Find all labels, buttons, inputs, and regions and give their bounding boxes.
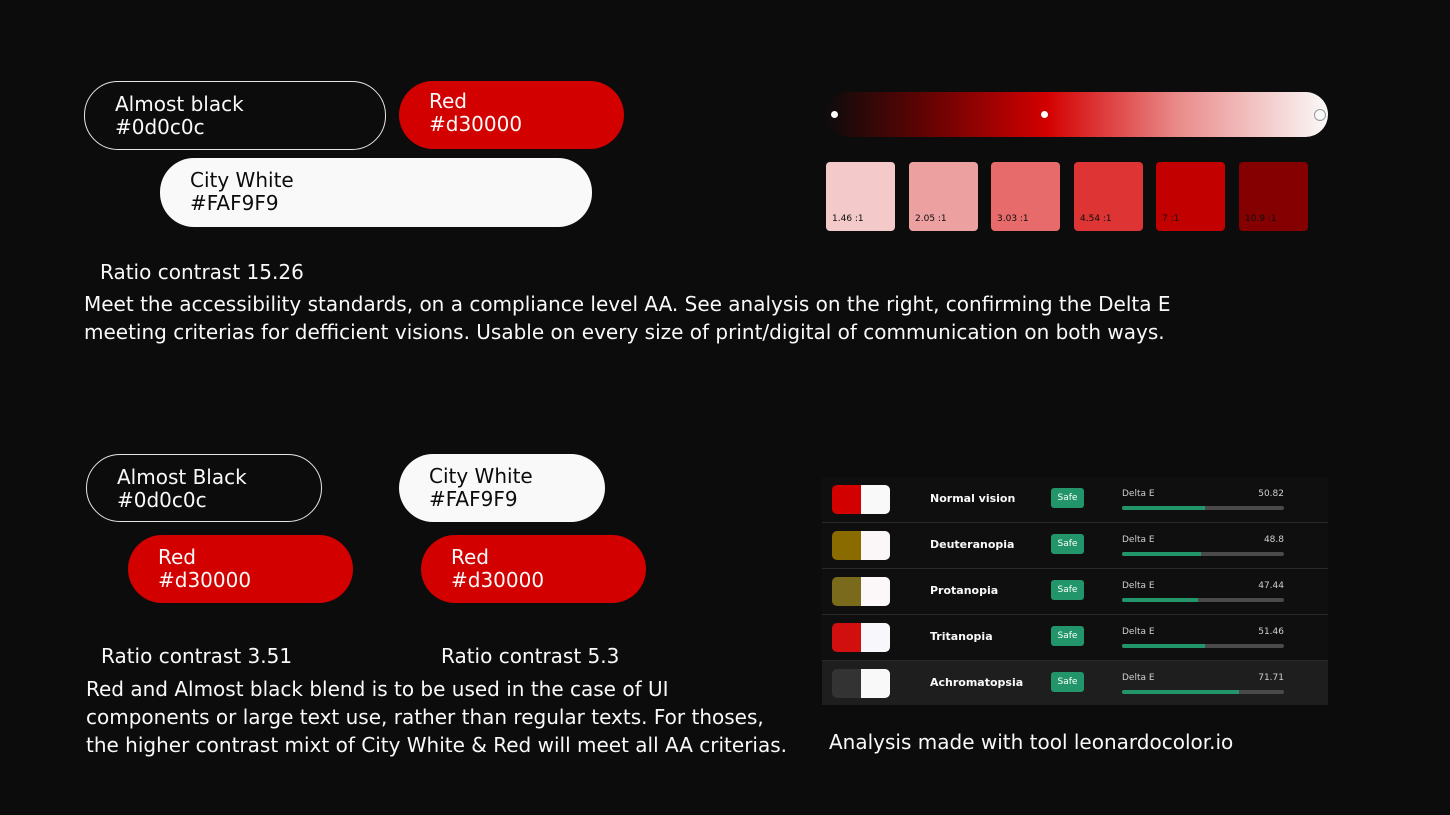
city-white-swatch-pill [399, 454, 605, 522]
color-pair-preview [832, 485, 890, 514]
color-name: Red [158, 545, 196, 569]
delta-e-label: Delta E [1122, 581, 1155, 591]
gradient-mid-handle[interactable] [1041, 111, 1048, 118]
color-vision-analysis-panel [822, 477, 1328, 705]
safe-badge: Safe [1051, 672, 1084, 692]
delta-e-value: 71.71 [1258, 673, 1284, 683]
delta-e-value: 50.82 [1258, 489, 1284, 499]
color-pair-preview [832, 531, 890, 560]
color-name: Almost black [115, 92, 244, 116]
palette-swatch[interactable] [1074, 162, 1143, 231]
delta-e-bar [1122, 598, 1284, 602]
safe-badge: Safe [1051, 580, 1084, 600]
analysis-row [822, 615, 1328, 661]
color-hex: #d30000 [429, 112, 523, 136]
color-name: City White [190, 168, 294, 192]
palette-swatch[interactable] [1239, 162, 1308, 231]
gradient-end-handle[interactable] [1314, 109, 1326, 121]
analysis-row [822, 477, 1328, 523]
delta-e-bar [1122, 690, 1284, 694]
palette-swatch[interactable] [1156, 162, 1225, 231]
analysis-row [822, 523, 1328, 569]
vision-type-label: Tritanopia [930, 630, 993, 643]
color-scale-gradient-slider[interactable] [826, 92, 1328, 137]
color-name: Red [429, 89, 467, 113]
color-name: City White [429, 464, 533, 488]
color-pair-preview [832, 623, 890, 652]
red-swatch-pill [399, 81, 624, 149]
swatch-ratio-label: 3.03 :1 [997, 214, 1029, 224]
delta-e-bar [1122, 552, 1284, 556]
contrast-ratio-label: Ratio contrast 3.51 [101, 644, 293, 668]
swatch-ratio-label: 7 :1 [1162, 214, 1180, 224]
color-hex: #0d0c0c [117, 488, 207, 512]
delta-e-value: 47.44 [1258, 581, 1284, 591]
color-hex: #FAF9F9 [429, 487, 518, 511]
swatch-ratio-label: 1.46 :1 [832, 214, 864, 224]
palette-swatch[interactable] [826, 162, 895, 231]
accessibility-description: Meet the accessibility standards, on a compliance level AA. See analysis on the right, confirming the Delta E meeting criterias for defficient visions. Usable on every size of print/digital of communication on both ways. [84, 292, 1171, 344]
contrast-ratio-label: Ratio contrast 15.26 [100, 260, 304, 284]
analysis-caption: Analysis made with tool leonardocolor.io [829, 730, 1234, 754]
red-swatch-pill [421, 535, 646, 603]
color-name: Red [451, 545, 489, 569]
delta-e-bar [1122, 644, 1284, 648]
color-hex: #0d0c0c [115, 115, 205, 139]
safe-badge: Safe [1051, 488, 1084, 508]
red-swatch-pill [128, 535, 353, 603]
vision-type-label: Normal vision [930, 492, 1016, 505]
vision-type-label: Achromatopsia [930, 676, 1024, 689]
color-name: Almost Black [117, 465, 247, 489]
swatch-ratio-label: 10.9 :1 [1245, 214, 1277, 224]
color-hex: #d30000 [451, 568, 545, 592]
almost-black-swatch-pill [84, 81, 386, 150]
analysis-row [822, 661, 1328, 705]
delta-e-label: Delta E [1122, 489, 1155, 499]
vision-type-label: Deuteranopia [930, 538, 1015, 551]
delta-e-label: Delta E [1122, 535, 1155, 545]
delta-e-label: Delta E [1122, 627, 1155, 637]
analysis-row [822, 569, 1328, 615]
safe-badge: Safe [1051, 534, 1084, 554]
contrast-ratio-label: Ratio contrast 5.3 [441, 644, 620, 668]
palette-swatch[interactable] [909, 162, 978, 231]
color-hex: #FAF9F9 [190, 191, 279, 215]
city-white-swatch-pill [160, 158, 592, 227]
palette-swatch[interactable] [991, 162, 1060, 231]
delta-e-bar [1122, 506, 1284, 510]
delta-e-label: Delta E [1122, 673, 1155, 683]
delta-e-value: 48.8 [1263, 535, 1284, 545]
safe-badge: Safe [1051, 626, 1084, 646]
swatch-ratio-label: 2.05 :1 [915, 214, 947, 224]
color-pair-preview [832, 577, 890, 606]
color-hex: #d30000 [158, 568, 252, 592]
color-pair-preview [832, 669, 890, 698]
gradient-start-handle[interactable] [831, 111, 838, 118]
almost-black-swatch-pill [86, 454, 322, 522]
vision-type-label: Protanopia [930, 584, 999, 597]
usage-description: Red and Almost black blend is to be used in the case of UI components or large text use, rather than regular texts. For thoses, the higher contrast mixt of City White & Red will meet all AA criterias. [86, 677, 788, 757]
swatch-ratio-label: 4.54 :1 [1080, 214, 1112, 224]
delta-e-value: 51.46 [1258, 627, 1284, 637]
